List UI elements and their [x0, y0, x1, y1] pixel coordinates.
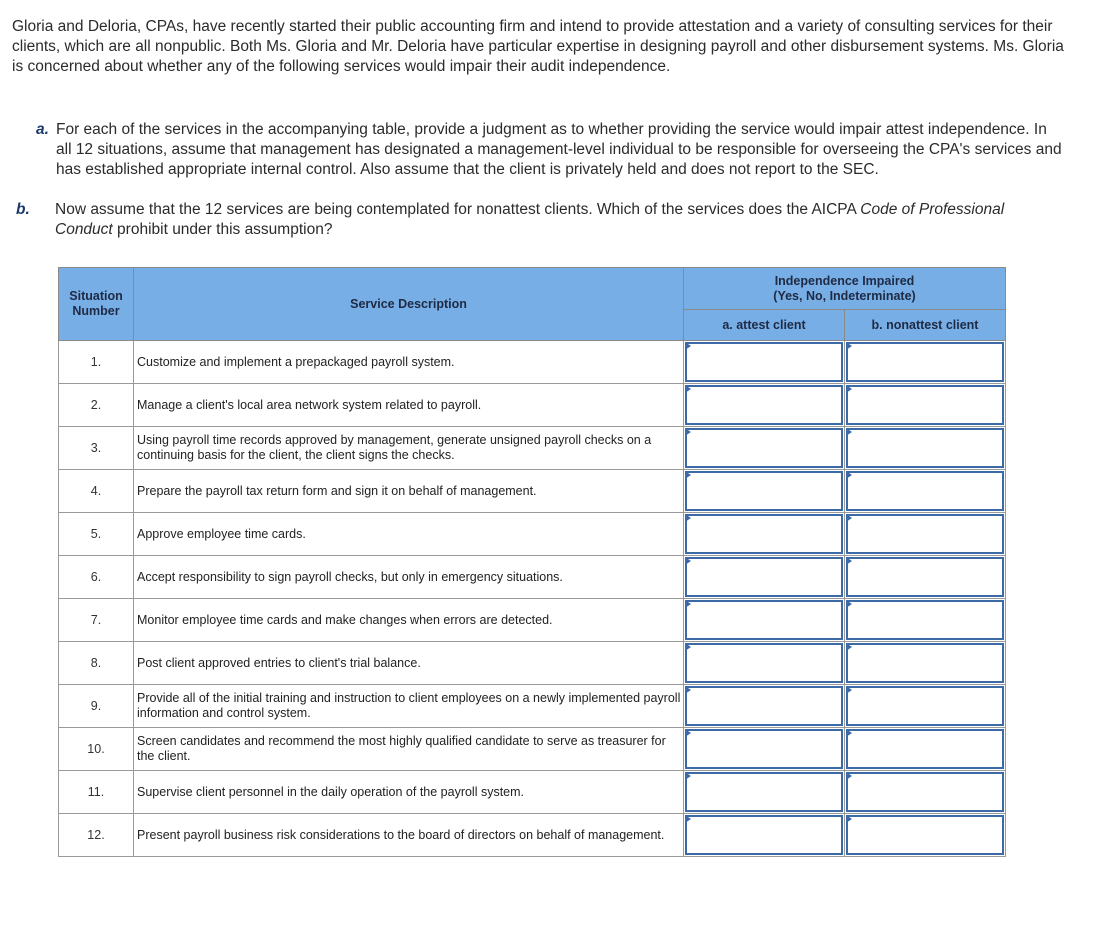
- situation-number: 11.: [59, 771, 134, 814]
- situation-number: 3.: [59, 427, 134, 470]
- table-row: [59, 384, 1006, 427]
- nonattest-answer-cell: [845, 642, 1006, 685]
- attest-answer-dropdown[interactable]: [685, 428, 843, 468]
- nonattest-answer-dropdown[interactable]: [846, 600, 1004, 640]
- header-group-line2: (Yes, No, Indeterminate): [773, 288, 916, 303]
- problem-intro: Gloria and Deloria, CPAs, have recently started their public accounting firm and intend to provide attestation and a variety of consulting services for their clients, which are all nonpublic. Both Ms. Gloria and Mr. Deloria have particular expertise in designing payroll and other disbursement systems. Ms. Gloria is concerned about whether any of the following services would impair their audit independence.: [12, 18, 1064, 75]
- situation-number: 2.: [59, 384, 134, 427]
- nonattest-answer-cell: [845, 771, 1006, 814]
- part-b-text-after: prohibit under this assumption?: [117, 221, 333, 238]
- table-row: [59, 642, 1006, 685]
- attest-answer-dropdown[interactable]: [685, 385, 843, 425]
- situation-number: 8.: [59, 642, 134, 685]
- table-row: [59, 427, 1006, 470]
- nonattest-answer-dropdown[interactable]: [846, 729, 1004, 769]
- attest-answer-cell: [684, 642, 845, 685]
- nonattest-answer-cell: [845, 384, 1006, 427]
- header-group-line1: Independence Impaired: [774, 273, 915, 288]
- nonattest-answer-dropdown[interactable]: [846, 643, 1004, 683]
- attest-answer-dropdown[interactable]: [685, 815, 843, 855]
- service-description: Provide all of the initial training and instruction to client employees on a newly implemented payroll information and control system.: [134, 685, 684, 728]
- table-row: [59, 599, 1006, 642]
- table-row: [59, 814, 1006, 857]
- attest-answer-dropdown[interactable]: [685, 772, 843, 812]
- attest-answer-cell: [684, 685, 845, 728]
- table-row: [59, 771, 1006, 814]
- situation-number: 4.: [59, 470, 134, 513]
- nonattest-answer-dropdown[interactable]: [846, 471, 1004, 511]
- attest-answer-cell: [684, 599, 845, 642]
- part-a-label: a.: [36, 121, 49, 138]
- attest-answer-dropdown[interactable]: [685, 514, 843, 554]
- situation-number: 7.: [59, 599, 134, 642]
- attest-answer-cell: [684, 771, 845, 814]
- header-service-description: Service Description: [134, 268, 684, 341]
- header-situation-number: [59, 268, 134, 341]
- nonattest-answer-dropdown[interactable]: [846, 514, 1004, 554]
- nonattest-answer-cell: [845, 814, 1006, 857]
- attest-answer-cell: [684, 814, 845, 857]
- attest-answer-dropdown[interactable]: [685, 729, 843, 769]
- nonattest-answer-cell: [845, 470, 1006, 513]
- nonattest-answer-cell: [845, 685, 1006, 728]
- situation-number: 9.: [59, 685, 134, 728]
- table-row: [59, 341, 1006, 384]
- table-row: [59, 470, 1006, 513]
- attest-answer-cell: [684, 427, 845, 470]
- service-description: Screen candidates and recommend the most highly qualified candidate to serve as treasurer for the client.: [134, 728, 684, 771]
- service-description: Prepare the payroll tax return form and sign it on behalf of management.: [134, 470, 684, 513]
- part-b-label: b.: [16, 201, 30, 218]
- situation-number: 1.: [59, 341, 134, 384]
- service-description: Approve employee time cards.: [134, 513, 684, 556]
- header-independence-impaired: [684, 268, 1006, 310]
- table-row: [59, 685, 1006, 728]
- question-parts: [16, 120, 1066, 238]
- attest-answer-cell: [684, 513, 845, 556]
- attest-answer-cell: [684, 556, 845, 599]
- header-attest-client: a. attest client: [684, 310, 845, 341]
- attest-answer-dropdown[interactable]: [685, 686, 843, 726]
- service-description: Using payroll time records approved by management, generate unsigned payroll checks on a continuing basis for the client, the client signs the checks.: [134, 427, 684, 470]
- table-row: [59, 556, 1006, 599]
- nonattest-answer-cell: [845, 728, 1006, 771]
- nonattest-answer-cell: [845, 341, 1006, 384]
- service-description: Customize and implement a prepackaged payroll system.: [134, 341, 684, 384]
- attest-answer-dropdown[interactable]: [685, 600, 843, 640]
- service-description: Present payroll business risk considerations to the board of directors on behalf of management.: [134, 814, 684, 857]
- part-a-text: For each of the services in the accompanying table, provide a judgment as to whether providing the service would impair attest independence. In all 12 situations, assume that management has designated a management-level individual to be responsible for overseeing the CPA's services and has established appropriate internal control. Also assume that the client is privately held and does not report to the SEC.: [56, 121, 1062, 178]
- situation-number: 6.: [59, 556, 134, 599]
- part-a: [36, 120, 1066, 180]
- nonattest-answer-dropdown[interactable]: [846, 686, 1004, 726]
- attest-answer-cell: [684, 728, 845, 771]
- part-b: [16, 200, 1065, 240]
- part-b-code-title: Code of Professional Conduct: [55, 201, 1005, 238]
- service-description: Post client approved entries to client's trial balance.: [134, 642, 684, 685]
- nonattest-answer-dropdown[interactable]: [846, 772, 1004, 812]
- attest-answer-dropdown[interactable]: [685, 643, 843, 683]
- attest-answer-dropdown[interactable]: [685, 471, 843, 511]
- nonattest-answer-cell: [845, 599, 1006, 642]
- service-description: Manage a client's local area network system related to payroll.: [134, 384, 684, 427]
- part-b-text-before: Now assume that the 12 services are being contemplated for nonattest clients. Which of the services does the AICPA: [55, 201, 856, 218]
- service-description: Monitor employee time cards and make changes when errors are detected.: [134, 599, 684, 642]
- header-situation-label: Situation Number: [69, 289, 123, 318]
- table-row: [59, 513, 1006, 556]
- attest-answer-cell: [684, 384, 845, 427]
- header-nonattest-client: b. nonattest client: [845, 310, 1006, 341]
- table-row: [59, 728, 1006, 771]
- service-description: Accept responsibility to sign payroll checks, but only in emergency situations.: [134, 556, 684, 599]
- service-description: Supervise client personnel in the daily operation of the payroll system.: [134, 771, 684, 814]
- attest-answer-cell: [684, 470, 845, 513]
- nonattest-answer-cell: [845, 513, 1006, 556]
- nonattest-answer-dropdown[interactable]: [846, 385, 1004, 425]
- nonattest-answer-dropdown[interactable]: [846, 342, 1004, 382]
- attest-answer-dropdown[interactable]: [685, 557, 843, 597]
- nonattest-answer-dropdown[interactable]: [846, 428, 1004, 468]
- nonattest-answer-cell: [845, 427, 1006, 470]
- nonattest-answer-dropdown[interactable]: [846, 557, 1004, 597]
- attest-answer-dropdown[interactable]: [685, 342, 843, 382]
- attest-answer-cell: [684, 341, 845, 384]
- nonattest-answer-cell: [845, 556, 1006, 599]
- situation-number: 5.: [59, 513, 134, 556]
- services-table: [58, 267, 1006, 857]
- situation-number: 12.: [59, 814, 134, 857]
- nonattest-answer-dropdown[interactable]: [846, 815, 1004, 855]
- situation-number: 10.: [59, 728, 134, 771]
